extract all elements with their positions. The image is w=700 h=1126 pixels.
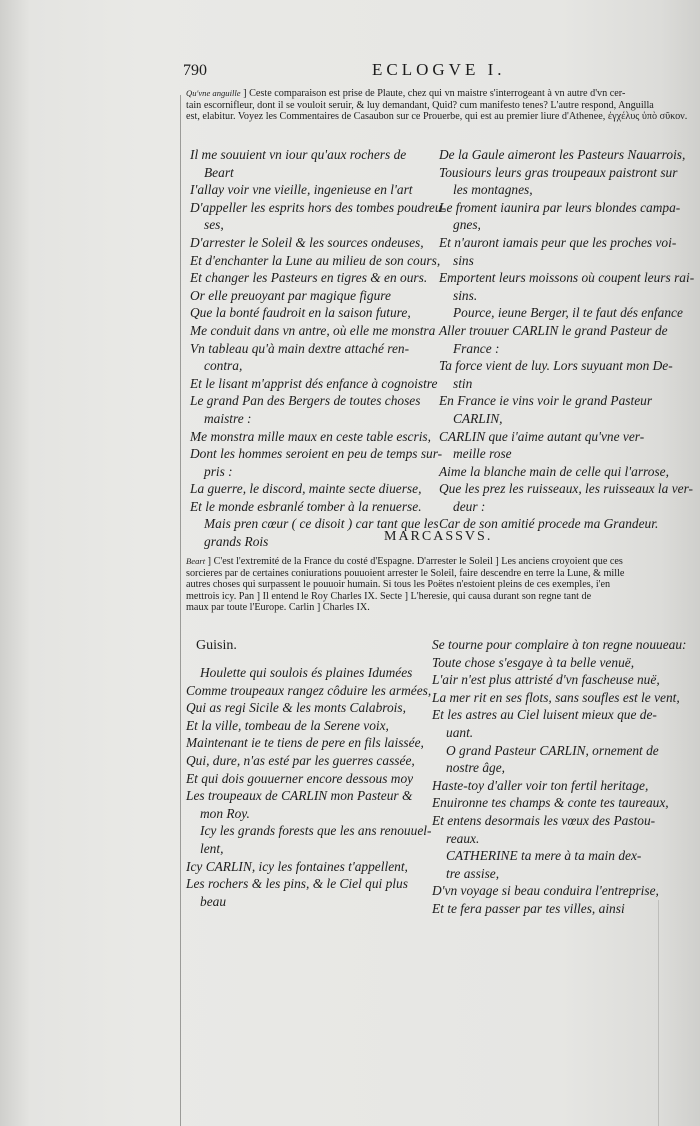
commentary-text: tain escornifleur, dont il se vouloit seruir, & luy demandant, Quid? cum manifesto tenes? L'autre respond, Anguilla [186,99,654,111]
verse-line: CARLIN, [453,410,503,426]
verse-line: Et entens desormais les vœux des Pastou- [432,812,656,828]
verse-line: Que les prez les ruisseaux, les ruisseaux la ver- [439,481,693,497]
verse-line: ses, [204,217,224,233]
commentary-line [186,556,666,568]
speaker-name: Guisin. [196,638,237,653]
verse-line: Et n'auront iamais peur que les proches voi- [439,234,677,250]
verse-line: stin [453,375,473,391]
verse-line: La guerre, le discord, mainte secte diuerse, [190,481,422,497]
commentary-lemma: Beart [186,556,206,566]
verse-line: Et le monde esbranlé tomber à la renuerse. [190,498,422,514]
page-edge-rule [658,900,659,1126]
verse-line: France : [453,340,500,356]
verse-line: Aller trouuer CARLIN le grand Pasteur de [439,322,668,338]
verse-line: Dont les hommes seroient en peu de temps sur- [190,446,443,462]
verse-line: Enuironne tes champs & conte tes taureaux, [432,795,669,811]
verse-line: meille rose [453,446,512,462]
verse-line: beau [200,893,227,909]
verse-line: Toute chose s'esgaye à ta belle venuë, [432,654,635,670]
verse-line: Haste-toy d'aller voir ton fertil heritage, [432,777,649,793]
verse-line: sins. [453,287,478,303]
commentary-text: ] Ceste comparaison est prise de Plaute, chez qui vn maistre s'interrogeant à vn autre d'vn cer- [243,88,626,99]
verse-line: Car de son amitié procede ma Grandeur. [439,516,659,532]
commentary-line [186,88,666,100]
verse-line: Or elle preuoyant par magique figure [190,287,391,303]
verse-line: Et qui dois gouuerner encore dessous moy [186,770,414,786]
verse-line: Qui as regi Sicile & les monts Calabrois, [186,700,406,716]
verse-line: lent, [200,840,224,856]
verse-line: Pource, ieune Berger, il te faut dés enfance [453,305,683,321]
verse-line: Mais pren cœur ( ce disoit ) car tant que les [204,516,439,532]
commentary-bottom [186,556,666,614]
verse-line: Le froment iaunira par leurs blondes campa- [439,199,681,215]
verse-line: Les troupeaux de CARLIN mon Pasteur & [186,788,413,804]
verse-line: CATHERINE ta mere à ta main dex- [446,848,642,864]
verse-line: grands Rois [204,534,269,550]
verse-line: tre assise, [446,865,500,881]
verse-line: En France ie vins voir le grand Pasteur [439,393,653,409]
verse-line: Icy CARLIN, icy les fontaines t'appellent, [186,858,408,874]
verse-line: Que la bonté faudroit en la saison future, [190,305,411,321]
verse-line: Emportent leurs moissons où coupent leurs rai- [439,270,695,286]
verse-line: I'allay voir vne vieille, ingenieuse en l'art [190,182,413,198]
verse-line: Vn tableau qu'à main dextre attaché ren- [190,340,410,356]
verse-line: O grand Pasteur CARLIN, ornement de [446,742,659,758]
verse-line: Et te fera passer par tes villes, ainsi [432,900,625,916]
verse-line: contra, [204,358,243,374]
verse-line: Ta force vient de luy. Lors suyuant mon De- [439,358,673,374]
verse-line: gnes, [453,217,481,233]
verse-line: Me monstra mille maux en ceste table escris, [190,428,431,444]
verse-line: Aime la blanche main de celle qui l'arrose, [439,463,669,479]
verse-line: Comme troupeaux rangez côduire les armées, [186,682,432,698]
verse-line: D'vn voyage si beau conduira l'entreprise, [432,883,659,899]
commentary-text: est, elabitur. Voyez les Commentaires de Casaubon sur ce Prouerbe, qui est au premier liure d'Athenee, ἐγχέλυς ὑπὸ σῦκον. [186,111,688,122]
verse-line: sins [453,252,474,268]
commentary-text: maux par toute l'Europe. Carlin ] Charles IX. [186,602,370,613]
commentary-text: mettrois icy. Pan ] Il entend le Roy Charles IX. Secte ] L'heresie, qui causa durant son regne tant de [186,590,592,602]
commentary-line [186,602,666,614]
verse-line: Me conduit dans vn antre, où elle me monstra [190,322,436,338]
running-head: ECLOGVE I. [372,60,506,79]
verse-line: Maintenant ie te tiens de pere en fils laissée, [186,735,424,751]
verse-line: Et d'enchanter la Lune au milieu de son cours, [190,252,441,268]
gutter-rule [180,95,181,1126]
commentary-text: autres choses qui surpassent le pouuoir humain. Si tous les Poëtes n'estoient pleins de ces exemples, i'en [186,579,611,590]
poem-column-right [432,636,687,918]
verse-line: pris : [204,463,233,479]
verse-line: maistre : [204,410,252,426]
verse-line: Et les astres au Ciel luisent mieux que de- [432,707,657,723]
verse-line: Et le lisant m'apprist dés enfance à cognoistre [190,375,438,391]
verse-line: Et changer les Pasteurs en tigres & en ours. [190,270,428,286]
verse-line: La mer rit en ses flots, sans soufles est le vent, [432,689,680,705]
verse-line: D'appeller les esprits hors des tombes poudreu- [190,199,447,215]
page-number: 790 [183,62,207,79]
verse-line: De la Gaule aimeront les Pasteurs Nauarrois, [439,147,686,162]
commentary-line [186,111,688,123]
verse-line: Qui, dure, n'as esté par les guerres cassée, [186,752,415,768]
commentary-text: ] C'est l'extremité de la France du costé d'Espagne. D'arrester le Soleil ] Les anciens croyoient que ces [207,556,623,567]
commentary-line [186,568,666,580]
verse-line: Les rochers & les pins, & le Ciel qui plus [186,876,408,892]
verse-line: L'air n'est plus attristé d'vn fascheuse nuë, [432,672,660,688]
speaker-heading: MARCASSVS. [384,529,493,544]
verse-line: les montagnes, [453,182,533,198]
verse-line: nostre âge, [446,760,506,776]
verse-line: Le grand Pan des Bergers de toutes choses [190,393,421,409]
verse-line: Et la ville, tombeau de la Serene voix, [186,717,389,733]
verse-line: mon Roy. [200,805,250,821]
verse-line: Houlette qui soulois és plaines Idumées [200,665,413,680]
commentary-lemma: Qu'vne anguille [186,88,241,98]
commentary-line [186,591,666,603]
verse-line: Beart [204,164,234,180]
verse-line: Tousiours leurs gras troupeaux paistront sur [439,164,678,180]
verse-line: reaux. [446,830,480,846]
poem-column-left [186,664,432,910]
verse-line: deur : [453,498,486,514]
verse-line: uant. [446,724,474,740]
commentary-line [186,579,666,591]
commentary-top [186,88,688,123]
commentary-text: sorcieres par de certaines coniurations pouuoient arrester le Soleil, faire descendre en terre la Lune, & mille [186,567,625,579]
verse-line: CARLIN que i'aime autant qu'vne ver- [439,428,645,444]
commentary-line [186,100,666,112]
verse-line: Il me souuient vn iour qu'aux rochers de [190,147,407,162]
verse-line: D'arrester le Soleil & les sources ondeuses, [190,234,424,250]
verse-line: Icy les grands forests que les ans renouuel- [200,823,432,839]
verse-line: Se tourne pour complaire à ton regne nouueau: [432,637,687,652]
poem-column-right [439,146,695,533]
